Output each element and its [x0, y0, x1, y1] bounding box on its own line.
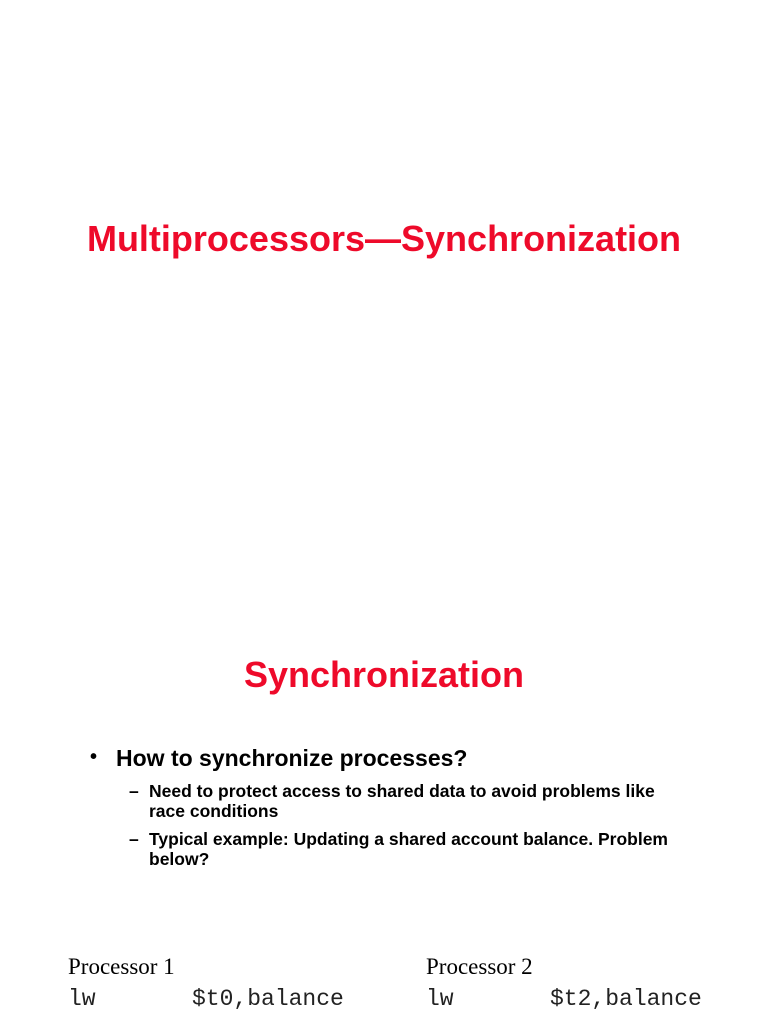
processor-2-opcode: lw [426, 986, 454, 1012]
processor-1-opcode: lw [68, 986, 96, 1012]
processor-2-operands: $t2,balance [550, 986, 702, 1012]
sub-bullet-text: Typical example: Updating a shared account balance. Problem below? [149, 829, 668, 869]
dash-icon: – [129, 829, 139, 849]
main-bullet-text: How to synchronize processes? [116, 745, 468, 771]
sub-bullet [129, 781, 689, 821]
main-bullet [90, 745, 467, 773]
slide-title-multiprocessors: Multiprocessors—Synchronization [86, 218, 682, 259]
processor-1-operands: $t0,balance [192, 986, 344, 1012]
sub-bullet [129, 829, 689, 869]
slide-title-synchronization: Synchronization [243, 654, 525, 695]
bullet-dot-icon: • [90, 746, 98, 768]
processor-2-label: Processor 2 [426, 954, 533, 979]
processor-1-label: Processor 1 [68, 954, 175, 979]
dash-icon: – [129, 781, 139, 801]
sub-bullet-text: Need to protect access to shared data to avoid problems like race conditions [149, 781, 655, 821]
